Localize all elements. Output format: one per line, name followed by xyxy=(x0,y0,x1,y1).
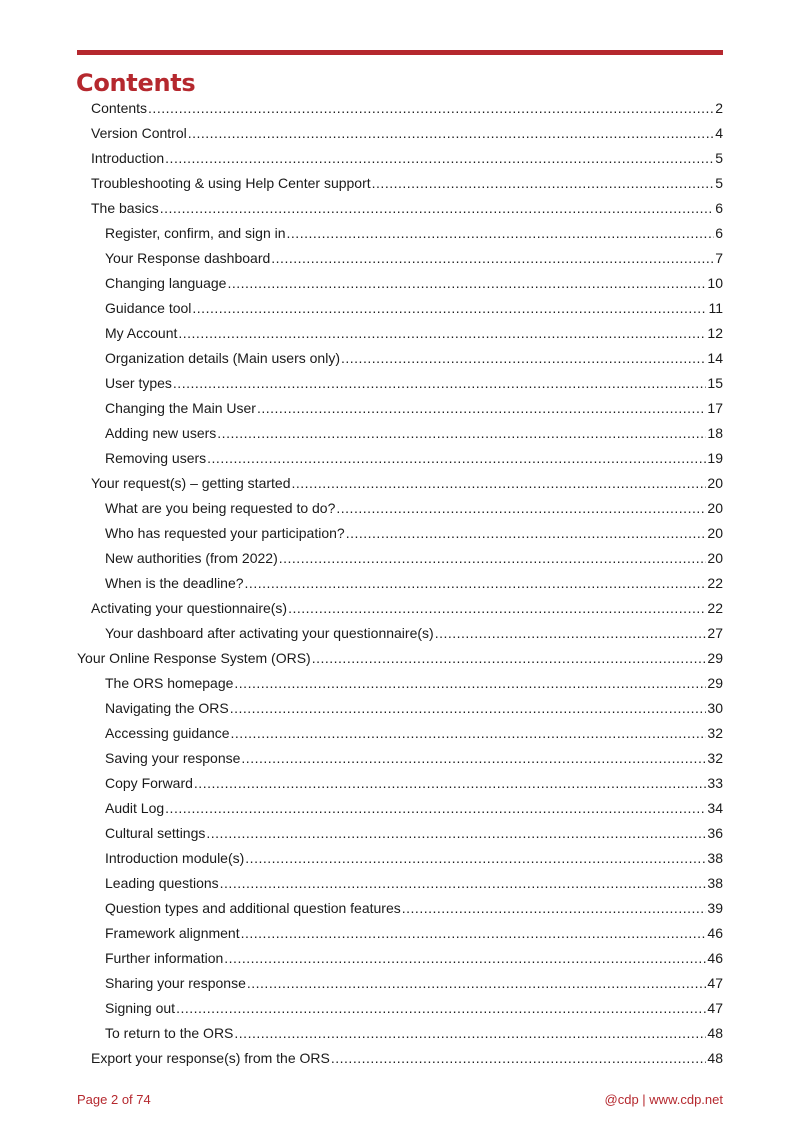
toc-entry-page-number: 10 xyxy=(707,275,723,291)
toc-entry-title: User types xyxy=(105,375,172,391)
toc-entry-page-number: 20 xyxy=(707,475,723,491)
toc-entry-title: Introduction module(s) xyxy=(105,850,245,866)
page-title: Contents xyxy=(76,69,196,97)
toc-dot-leader xyxy=(372,171,715,196)
toc-entry-page-number: 5 xyxy=(715,175,723,191)
toc-entry-page-number: 5 xyxy=(715,150,723,166)
toc-entry[interactable] xyxy=(91,471,723,496)
toc-entry[interactable] xyxy=(105,271,723,296)
toc-entry-title: Your dashboard after activating your questionnaire(s) xyxy=(105,625,434,641)
toc-entry-page-number: 39 xyxy=(707,900,723,916)
toc-dot-leader xyxy=(148,96,714,121)
toc-entry-title: Changing the Main User xyxy=(105,400,256,416)
toc-dot-leader xyxy=(165,146,714,171)
toc-entry[interactable] xyxy=(105,821,723,846)
toc-entry-title: Copy Forward xyxy=(105,775,193,791)
toc-entry[interactable] xyxy=(105,696,723,721)
toc-dot-leader xyxy=(292,471,707,496)
toc-entry-title: The ORS homepage xyxy=(105,675,234,691)
toc-entry-title: Question types and additional question features xyxy=(105,900,401,916)
toc-entry[interactable] xyxy=(105,796,723,821)
toc-dot-leader xyxy=(231,721,707,746)
toc-entry-title: What are you being requested to do? xyxy=(105,500,336,516)
toc-dot-leader xyxy=(336,496,706,521)
toc-entry-title: Your request(s) – getting started xyxy=(91,475,291,491)
toc-entry-page-number: 38 xyxy=(707,875,723,891)
toc-entry-title: New authorities (from 2022) xyxy=(105,550,278,566)
toc-entry-page-number: 12 xyxy=(707,325,723,341)
toc-dot-leader xyxy=(402,896,707,921)
toc-dot-leader xyxy=(341,346,706,371)
toc-dot-leader xyxy=(160,196,715,221)
toc-entry-title: Saving your response xyxy=(105,750,241,766)
toc-entry-page-number: 14 xyxy=(707,350,723,366)
toc-dot-leader xyxy=(241,921,707,946)
toc-dot-leader xyxy=(188,121,714,146)
toc-entry-title: Introduction xyxy=(91,150,165,166)
toc-dot-leader xyxy=(245,571,707,596)
toc-dot-leader xyxy=(234,671,706,696)
toc-entry[interactable] xyxy=(91,596,723,621)
toc-entry-title: Organization details (Main users only) xyxy=(105,350,340,366)
toc-entry[interactable] xyxy=(105,571,723,596)
toc-entry-page-number: 2 xyxy=(715,100,723,116)
toc-entry-title: Contents xyxy=(91,100,148,116)
toc-entry[interactable] xyxy=(105,996,723,1021)
toc-entry-page-number: 32 xyxy=(707,725,723,741)
toc-entry-page-number: 32 xyxy=(707,750,723,766)
toc-entry[interactable] xyxy=(105,421,723,446)
toc-dot-leader xyxy=(224,946,706,971)
toc-dot-leader xyxy=(288,596,706,621)
toc-entry-title: Your Online Response System (ORS) xyxy=(77,650,311,666)
toc-entry[interactable] xyxy=(91,121,723,146)
toc-dot-leader xyxy=(247,971,707,996)
toc-entry[interactable] xyxy=(105,746,723,771)
toc-dot-leader xyxy=(279,546,707,571)
toc-entry-title: Who has requested your participation? xyxy=(105,525,345,541)
toc-entry-title: Navigating the ORS xyxy=(105,700,229,716)
toc-entry[interactable] xyxy=(105,871,723,896)
toc-entry-title: Your Response dashboard xyxy=(105,250,271,266)
toc-entry[interactable] xyxy=(105,1021,723,1046)
toc-entry-title: Signing out xyxy=(105,1000,176,1016)
toc-entry[interactable] xyxy=(91,171,723,196)
toc-entry-page-number: 20 xyxy=(707,525,723,541)
toc-dot-leader xyxy=(331,1046,707,1071)
toc-entry-page-number: 48 xyxy=(707,1050,723,1066)
toc-dot-leader xyxy=(245,846,706,871)
toc-dot-leader xyxy=(234,1021,706,1046)
toc-entry-title: To return to the ORS xyxy=(105,1025,234,1041)
toc-entry-title: Changing language xyxy=(105,275,227,291)
toc-entry-title: Cultural settings xyxy=(105,825,206,841)
toc-entry[interactable] xyxy=(105,346,723,371)
toc-entry-page-number: 38 xyxy=(707,850,723,866)
toc-dot-leader xyxy=(165,796,706,821)
toc-entry[interactable] xyxy=(105,921,723,946)
footer-page-number: Page 2 of 74 xyxy=(77,1092,151,1107)
toc-entry[interactable] xyxy=(105,496,723,521)
toc-entry-page-number: 15 xyxy=(707,375,723,391)
toc-dot-leader xyxy=(207,446,706,471)
toc-entry-page-number: 36 xyxy=(707,825,723,841)
toc-dot-leader xyxy=(217,421,706,446)
toc-dot-leader xyxy=(346,521,707,546)
toc-entry[interactable] xyxy=(105,396,723,421)
toc-dot-leader xyxy=(192,296,707,321)
table-of-contents xyxy=(0,96,800,1071)
toc-entry-title: Version Control xyxy=(91,125,187,141)
toc-entry-title: When is the deadline? xyxy=(105,575,244,591)
toc-entry-page-number: 6 xyxy=(715,200,723,216)
toc-entry-title: My Account xyxy=(105,325,178,341)
toc-entry-page-number: 22 xyxy=(707,600,723,616)
toc-dot-leader xyxy=(241,746,706,771)
toc-dot-leader xyxy=(257,396,706,421)
toc-entry-title: Further information xyxy=(105,950,224,966)
toc-entry-title: Activating your questionnaire(s) xyxy=(91,600,288,616)
toc-dot-leader xyxy=(435,621,707,646)
toc-dot-leader xyxy=(206,821,706,846)
toc-entry-title: Adding new users xyxy=(105,425,217,441)
toc-entry-title: Accessing guidance xyxy=(105,725,230,741)
toc-entry-page-number: 47 xyxy=(707,975,723,991)
toc-entry[interactable] xyxy=(105,971,723,996)
toc-entry[interactable] xyxy=(105,896,723,921)
toc-entry-page-number: 17 xyxy=(707,400,723,416)
toc-entry-page-number: 33 xyxy=(707,775,723,791)
toc-entry-title: Removing users xyxy=(105,450,207,466)
toc-entry-page-number: 30 xyxy=(707,700,723,716)
toc-entry-page-number: 20 xyxy=(707,500,723,516)
toc-entry-page-number: 6 xyxy=(715,225,723,241)
footer-site-link[interactable]: @cdp | www.cdp.net xyxy=(604,1092,723,1107)
toc-entry-title: Guidance tool xyxy=(105,300,192,316)
toc-dot-leader xyxy=(227,271,706,296)
toc-dot-leader xyxy=(220,871,707,896)
toc-entry[interactable] xyxy=(105,296,723,321)
toc-entry-page-number: 46 xyxy=(707,925,723,941)
toc-entry-page-number: 29 xyxy=(707,650,723,666)
toc-dot-leader xyxy=(173,371,707,396)
toc-entry[interactable] xyxy=(105,321,723,346)
toc-entry[interactable] xyxy=(105,946,723,971)
toc-entry-title: Troubleshooting & using Help Center support xyxy=(91,175,371,191)
toc-entry-page-number: 34 xyxy=(707,800,723,816)
toc-dot-leader xyxy=(178,321,706,346)
toc-entry-page-number: 20 xyxy=(707,550,723,566)
toc-entry-page-number: 18 xyxy=(707,425,723,441)
toc-entry[interactable] xyxy=(105,446,723,471)
toc-entry-page-number: 47 xyxy=(707,1000,723,1016)
toc-entry-page-number: 19 xyxy=(707,450,723,466)
toc-entry[interactable] xyxy=(91,196,723,221)
toc-entry[interactable] xyxy=(77,646,723,671)
toc-entry-page-number: 11 xyxy=(708,300,723,316)
toc-entry-title: Leading questions xyxy=(105,875,219,891)
toc-entry[interactable] xyxy=(105,621,723,646)
toc-entry-page-number: 4 xyxy=(715,125,723,141)
toc-entry[interactable] xyxy=(91,1046,723,1071)
toc-entry-title: Register, confirm, and sign in xyxy=(105,225,286,241)
toc-entry-page-number: 29 xyxy=(707,675,723,691)
toc-entry-page-number: 27 xyxy=(707,625,723,641)
toc-entry-page-number: 46 xyxy=(707,950,723,966)
toc-entry-title: Export your response(s) from the ORS xyxy=(91,1050,330,1066)
toc-entry[interactable] xyxy=(105,671,723,696)
toc-dot-leader xyxy=(287,221,715,246)
toc-entry-page-number: 22 xyxy=(707,575,723,591)
toc-entry-page-number: 48 xyxy=(707,1025,723,1041)
toc-entry-title: Framework alignment xyxy=(105,925,240,941)
toc-dot-leader xyxy=(176,996,706,1021)
toc-entry-title: The basics xyxy=(91,200,159,216)
toc-dot-leader xyxy=(312,646,707,671)
toc-dot-leader xyxy=(271,246,714,271)
toc-entry[interactable] xyxy=(105,846,723,871)
toc-dot-leader xyxy=(194,771,707,796)
toc-entry-title: Sharing your response xyxy=(105,975,246,991)
toc-entry[interactable] xyxy=(105,221,723,246)
header-divider xyxy=(77,50,723,55)
toc-entry[interactable] xyxy=(105,546,723,571)
toc-entry-title: Audit Log xyxy=(105,800,165,816)
toc-entry[interactable] xyxy=(105,246,723,271)
toc-entry[interactable] xyxy=(91,96,723,121)
toc-entry[interactable] xyxy=(105,771,723,796)
toc-entry[interactable] xyxy=(105,721,723,746)
toc-dot-leader xyxy=(230,696,707,721)
toc-entry-page-number: 7 xyxy=(715,250,723,266)
toc-entry[interactable] xyxy=(105,371,723,396)
toc-entry[interactable] xyxy=(91,146,723,171)
toc-entry[interactable] xyxy=(105,521,723,546)
